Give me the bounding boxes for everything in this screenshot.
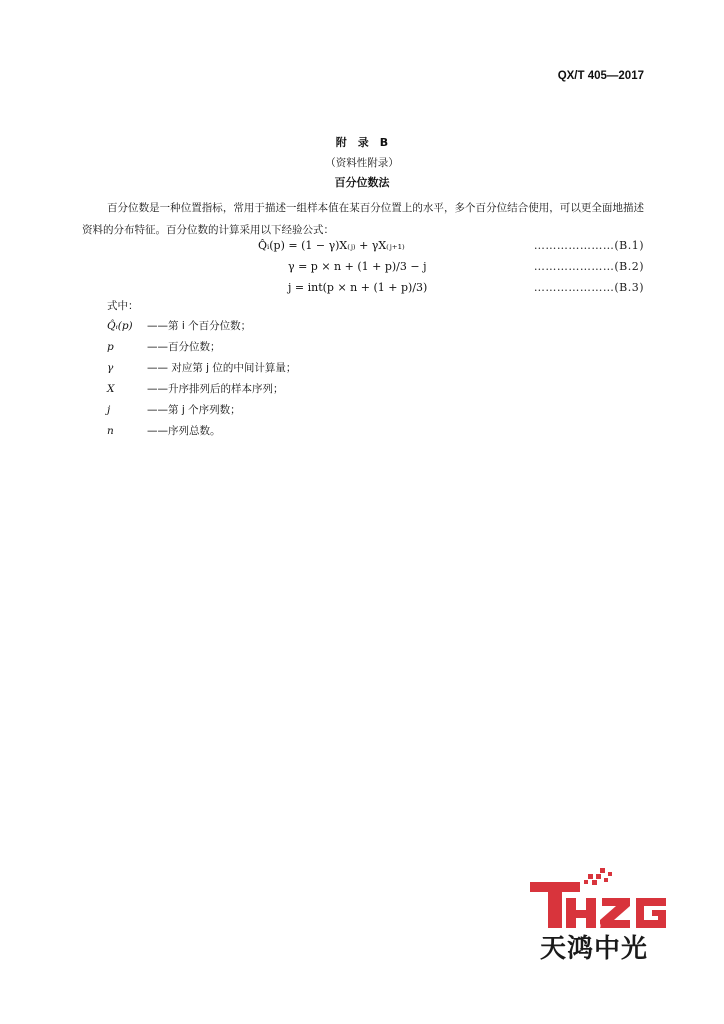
formula-b1 (200, 236, 644, 256)
formula-b2 (200, 257, 644, 277)
definition-text: ——升序排列后的样本序列； (147, 383, 284, 395)
appendix-name: 百分位数法 (334, 176, 390, 189)
definition-symbol: Q̂ᵢ(p) (107, 320, 133, 332)
definition-symbol: j (107, 404, 111, 416)
definition-list (107, 316, 607, 442)
where-label: 式中： (107, 300, 139, 312)
definition-text: —— 对应第 j 位的中间计算量； (147, 362, 297, 374)
formula-number: …………………(B.1) (533, 239, 644, 252)
definition-symbol: X (107, 383, 115, 395)
definition-item (107, 421, 607, 442)
page-number: 9 (596, 922, 602, 931)
formula-b3 (200, 278, 644, 298)
definition-symbol: p (107, 341, 114, 353)
formula-number: …………………(B.3) (533, 281, 644, 294)
formula-expression: j = int(p × n + (1 + p)/3) (288, 281, 428, 294)
appendix-heading (0, 133, 724, 193)
definition-item (107, 316, 607, 337)
definition-item (107, 337, 607, 358)
brand-chinese-name: 天鸿中光 (540, 934, 649, 964)
appendix-type: （资料性附录） (325, 157, 399, 169)
definition-text: ——第 i 个百分位数； (147, 320, 252, 332)
definition-item (107, 358, 607, 379)
definition-text: ——百分位数； (147, 341, 221, 353)
standard-code: QX/T 405—2017 (557, 70, 644, 82)
definition-symbol: γ (107, 362, 114, 374)
formula-number: …………………(B.2) (533, 260, 644, 273)
appendix-title: 附 录 B (335, 136, 389, 149)
definition-text: ——序列总数。 (147, 425, 221, 437)
definition-item (107, 400, 607, 421)
definition-text: ——第 j 个序列数； (147, 404, 241, 416)
definition-item (107, 379, 607, 400)
body-paragraph: 百分位数是一种位置指标，常用于描述一组样本值在某百分位置上的水平，多个百分位结合使用，可以更全面地描述资料的分布特征。百分位数的计算采用以下经验公式： (82, 202, 644, 236)
formula-expression: γ = p × n + (1 + p)/3 − j (288, 260, 427, 273)
formula-expression: Q̂ᵢ(p) = (1 − γ)X₍ⱼ₎ + γX₍ⱼ₊₁₎ (258, 239, 405, 252)
definition-symbol: n (107, 425, 114, 437)
